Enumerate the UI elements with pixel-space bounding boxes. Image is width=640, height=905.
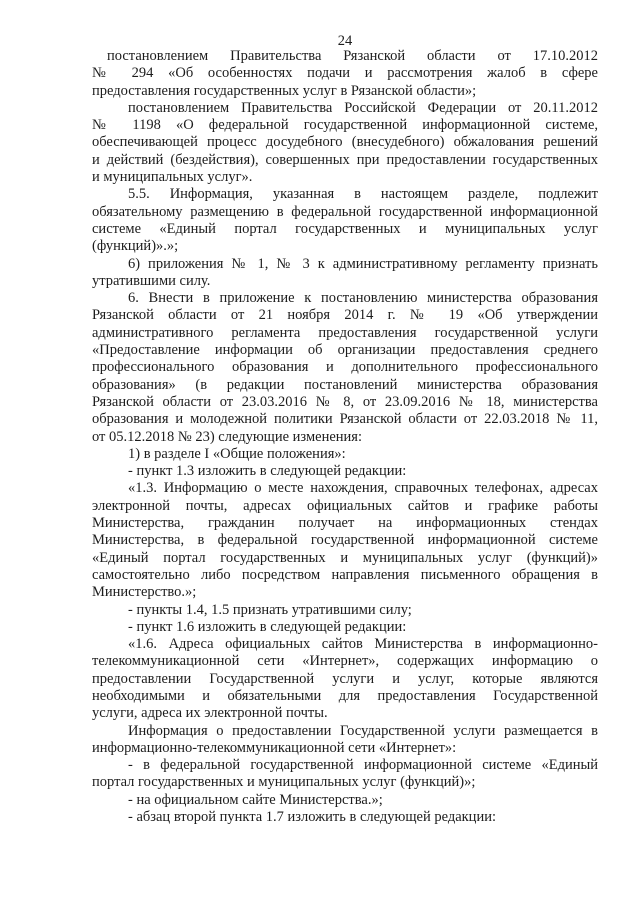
text-line: необходимыми и обязательными для предоставления Государственной bbox=[92, 687, 598, 704]
text-line: Министерства, в федеральной государственной информационной системе bbox=[92, 532, 598, 549]
paragraph-clause-1-6-info bbox=[92, 723, 598, 758]
text-line: 1) в разделе I «Общие положения»: bbox=[128, 445, 346, 462]
text-line: портал государственных и муниципальных услуг (функций)»; bbox=[92, 774, 476, 791]
paragraph-amend-1-6 bbox=[92, 619, 598, 636]
text-line: «Единый портал государственных и муниципальных услуг (функций)» bbox=[92, 549, 598, 566]
paragraph-clause-1-6-portal bbox=[92, 757, 598, 792]
text-line: услуги, адреса их электронной почты. bbox=[92, 705, 328, 722]
text-line: - в федеральной государственной информационной системе «Единый bbox=[128, 757, 598, 774]
text-line: телекоммуникационной сети «Интернет», содержащих информацию о bbox=[92, 653, 598, 670]
text-line: «1.3. Информацию о месте нахождения, справочных телефонах, адресах bbox=[128, 480, 598, 497]
text-line: № 1198 «О федеральной государственной информационной системе, bbox=[92, 117, 598, 134]
text-line: постановлением Правительства Рязанской области от 17.10.2012 bbox=[107, 48, 598, 64]
document-body bbox=[92, 48, 598, 826]
text-line: административного регламента предоставления государственной услуги bbox=[92, 324, 598, 341]
text-line: Информация о предоставлении Государственной услуги размещается в bbox=[128, 722, 598, 739]
text-line: - пункт 1.3 изложить в следующей редакции: bbox=[128, 463, 407, 480]
text-line: 6. Внести в приложение к постановлению министерства образования bbox=[128, 290, 598, 307]
text-line: электронной почты, адресах официальных сайтов и графике работы bbox=[92, 497, 598, 514]
text-line: предоставлении Государственной услуги и услуг, которые являются bbox=[92, 670, 598, 687]
paragraph-section-1 bbox=[92, 446, 598, 463]
text-line: Министерство.»; bbox=[92, 584, 197, 601]
text-line: обеспечивающей процесс досудебного (внесудебного) обжалования решений bbox=[92, 134, 598, 151]
text-line: (функций)».»; bbox=[92, 238, 179, 255]
paragraph-item-6 bbox=[92, 290, 598, 446]
text-line: информационно-телекоммуникационной сети «Интернет»: bbox=[92, 739, 457, 756]
text-line: Рязанской области от 23.03.2016 № 8, от 23.09.2016 № 18, министерства bbox=[92, 393, 598, 410]
text-line: 5.5. Информация, указанная в настоящем разделе, подлежит bbox=[128, 186, 598, 203]
text-line: от 05.12.2018 № 23) следующие изменения: bbox=[92, 428, 362, 445]
text-line: - на официальном сайте Министерства.»; bbox=[128, 791, 383, 808]
paragraph-subitem-6-appendices bbox=[92, 256, 598, 291]
text-line: Министерства, гражданин получает на информационных стендах bbox=[92, 515, 598, 532]
text-line: Рязанской области от 21 ноября 2014 г. № 19 «Об утверждении bbox=[92, 307, 598, 324]
text-line: и действий (бездействия), совершенных при предоставлении государственных bbox=[92, 151, 598, 168]
paragraph-clause-1-3 bbox=[92, 480, 598, 601]
text-line: 6) приложения № 1, № 3 к административному регламенту признать bbox=[128, 255, 598, 272]
paragraph-clause-1-6-site bbox=[92, 792, 598, 809]
text-line: самостоятельно либо посредством направления письменного обращения в bbox=[92, 566, 598, 583]
paragraph-clause-1-6 bbox=[92, 636, 598, 722]
text-line: - пункты 1.4, 1.5 признать утратившими силу; bbox=[128, 601, 412, 618]
paragraph-item-5-5 bbox=[92, 186, 598, 255]
text-line: образования и молодежной политики Рязанской области от 22.03.2018 № 11, bbox=[92, 411, 598, 428]
page-number: 24 bbox=[337, 33, 353, 49]
text-line: обязательному размещению в федеральной государственной информационной bbox=[92, 203, 598, 220]
paragraph-ryazan-resolution-ref bbox=[92, 48, 598, 100]
text-line: образования» (в редакции постановлений министерства образования bbox=[92, 376, 598, 393]
text-line: № 294 «Об особенностях подачи и рассмотрения жалоб в сфере bbox=[92, 65, 598, 82]
text-line: и муниципальных услуг». bbox=[92, 169, 253, 186]
paragraph-rf-resolution-ref bbox=[92, 100, 598, 186]
text-line: утратившими силу. bbox=[92, 272, 211, 289]
text-line: «Предоставление информации об организации предоставления среднего bbox=[92, 342, 598, 359]
text-line: профессионального образования и дополнительного профессионального bbox=[92, 359, 598, 376]
text-line: постановлением Правительства Российской Федерации от 20.11.2012 bbox=[128, 99, 598, 116]
text-line: - абзац второй пункта 1.7 изложить в следующей редакции: bbox=[128, 809, 496, 826]
text-line: системе «Единый портал государственных и муниципальных услуг bbox=[92, 220, 598, 237]
paragraph-amend-1-7 bbox=[92, 809, 598, 826]
text-line: предоставления государственных услуг в Рязанской области»; bbox=[92, 82, 477, 99]
paragraph-repeal-1-4-1-5 bbox=[92, 602, 598, 619]
text-line: - пункт 1.6 изложить в следующей редакции: bbox=[128, 618, 407, 635]
text-line: «1.6. Адреса официальных сайтов Министерства в информационно- bbox=[128, 636, 598, 653]
paragraph-amend-1-3 bbox=[92, 463, 598, 480]
